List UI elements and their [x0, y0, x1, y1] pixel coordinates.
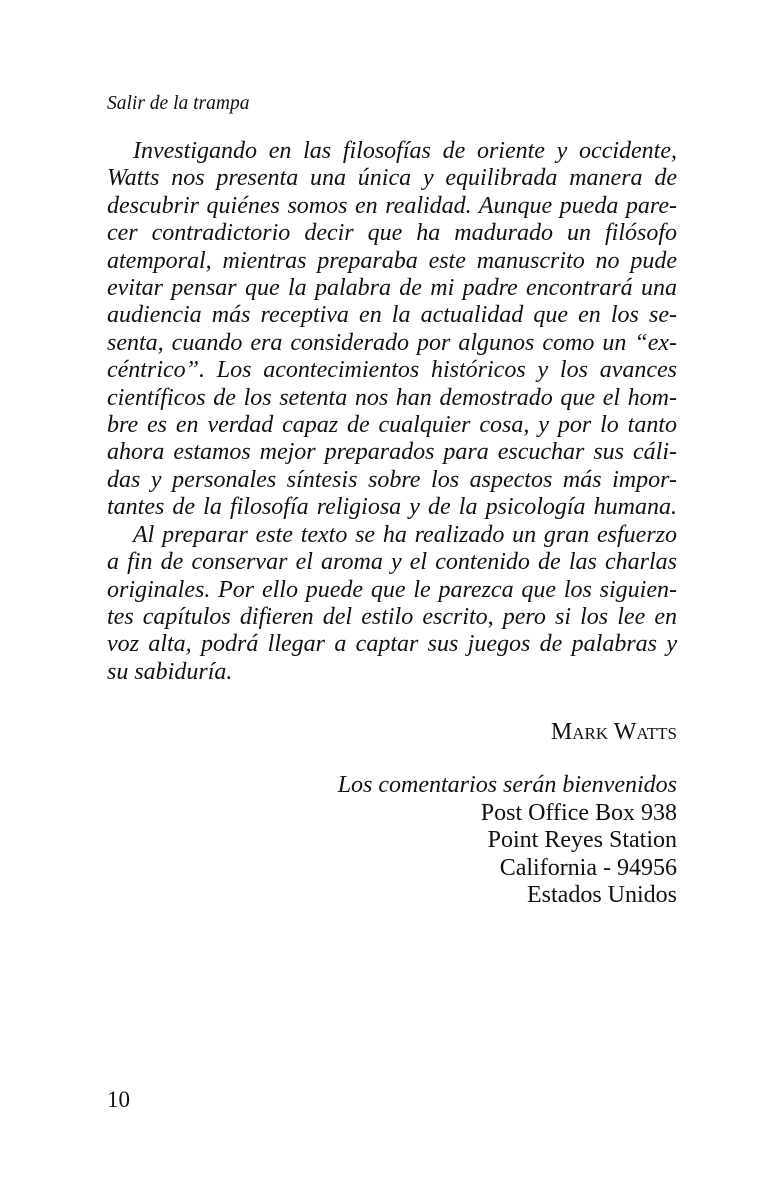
address-note: Los comentarios serán bienvenidos [337, 772, 677, 798]
text-line: su sabiduría. [107, 658, 233, 685]
text-line: Al preparar este texto se ha realizado un gran esfuerzo [133, 521, 677, 548]
text-line: bre es en verdad capaz de cualquier cosa, y por lo tanto [107, 412, 677, 439]
text-line: cer contradictorio decir que ha madurado un filósofo [107, 220, 677, 247]
text-line: voz alta, podrá llegar a captar sus juegos de palabras y [107, 631, 677, 658]
address-line: Point Reyes Station [487, 827, 677, 853]
text-line: céntrico”. Los acontecimientos históricos y los avances [107, 357, 677, 384]
text-line: originales. Por ello puede que le parezca que los siguien- [107, 576, 677, 603]
signature: Mark Watts [550, 719, 677, 745]
text-line: Watts nos presenta una única y equilibrada manera de [107, 165, 677, 192]
body-text [107, 138, 677, 686]
text-line: científicos de los setenta nos han demostrado que el hom- [107, 384, 677, 411]
address-block [338, 772, 677, 910]
text-line: atemporal, mientras preparaba este manuscrito no pude [107, 247, 677, 274]
text-line: audiencia más receptiva en la actualidad que en los se- [107, 302, 677, 329]
page-number: 10 [107, 1087, 130, 1112]
address-line: California - 94956 [499, 854, 677, 881]
text-line: senta, cuando era considerado por algunos como un “ex- [107, 329, 677, 356]
text-line: ahora estamos mejor preparados para escuchar sus cáli- [107, 439, 677, 466]
text-line: evitar pensar que la palabra de mi padre encontrará una [107, 275, 677, 302]
paragraph-2 [107, 522, 677, 686]
address-line: Estados Unidos [527, 882, 677, 908]
paragraph-1 [107, 138, 677, 522]
text-line: das y personales síntesis sobre los aspectos más impor- [107, 466, 677, 493]
running-head: Salir de la trampa [107, 93, 250, 114]
text-line: tes capítulos difieren del estilo escrito, pero si los lee en [107, 603, 677, 630]
text-line: Investigando en las filosofías de oriente y occidente, [133, 138, 677, 164]
text-line: tantes de la filosofía religiosa y de la psicología humana. [107, 494, 677, 521]
text-line: a fin de conservar el aroma y el contenido de las charlas [107, 549, 677, 576]
text-line: descubrir quiénes somos en realidad. Aunque pueda pare- [107, 192, 677, 219]
address-line: Post Office Box 938 [480, 799, 677, 826]
